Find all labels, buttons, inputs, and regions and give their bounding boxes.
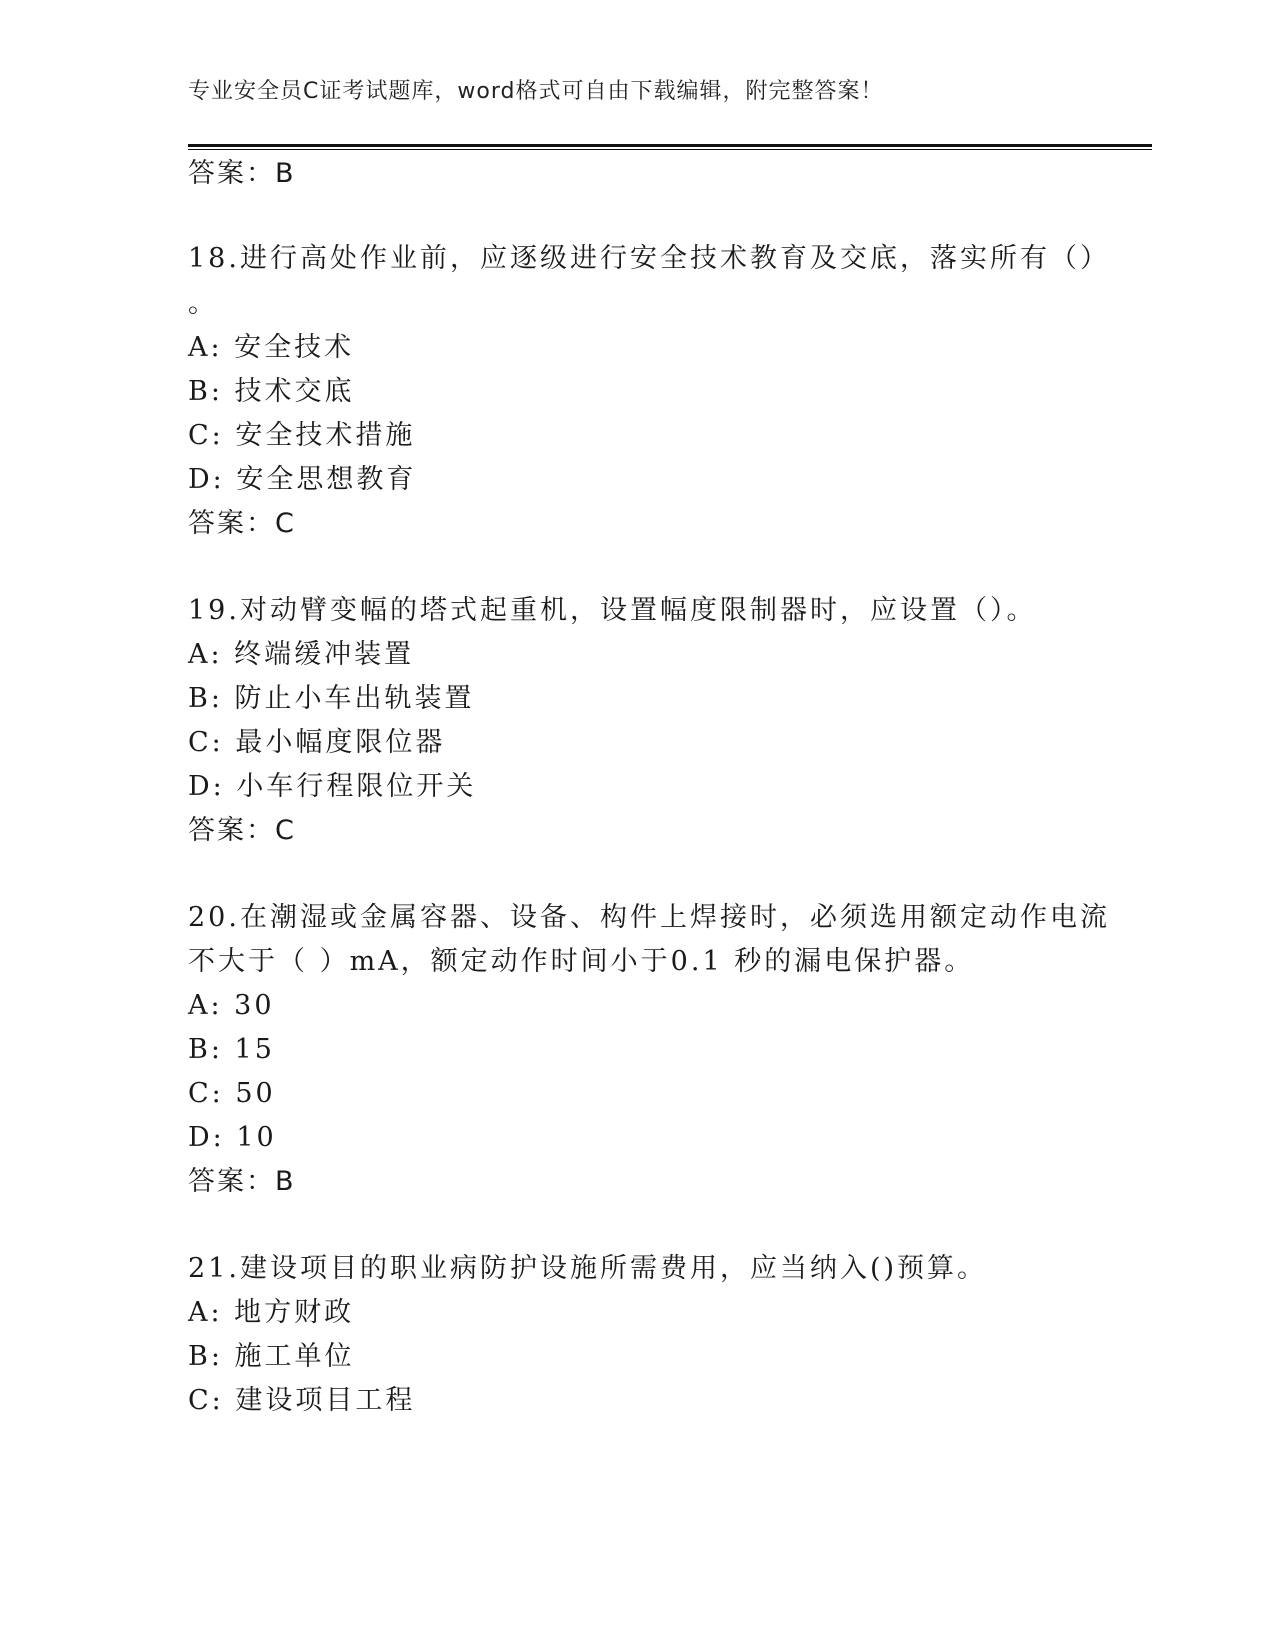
question-21-stem-line-1: 21.建设项目的职业病防护设施所需费用，应当纳入()预算。: [188, 1253, 988, 1284]
question-19-option-d: D: 小车行程限位开关: [188, 771, 477, 802]
question-18-option-b: B: 技术交底: [188, 376, 355, 407]
question-21-option-a: A: 地方财政: [188, 1297, 355, 1328]
question-19-stem-line-1: 19.对动臂变幅的塔式起重机，设置幅度限制器时，应设置（）。: [188, 595, 1037, 626]
question-18-answer: 答案：C: [188, 508, 296, 539]
question-21-option-c: C: 建设项目工程: [188, 1385, 416, 1416]
question-20-answer: 答案：B: [188, 1166, 296, 1197]
question-20-stem-line-2: 不大于（ ）mA，额定动作时间小于0.1 秒的漏电保护器。: [188, 946, 975, 977]
question-19-option-a: A: 终端缓冲装置: [188, 639, 415, 670]
question-21-option-b: B: 施工单位: [188, 1341, 355, 1372]
question-18-stem-line-1: 18.进行高处作业前，应逐级进行安全技术教育及交底，落实所有（）: [188, 243, 1110, 274]
question-20-stem-line-1: 20.在潮湿或金属容器、设备、构件上焊接时，必须选用额定动作电流: [188, 902, 1110, 933]
question-20-option-d: D: 10: [188, 1122, 277, 1153]
question-18-stem-line-2: 。: [188, 288, 218, 319]
question-20-option-c: C: 50: [188, 1078, 276, 1109]
header-divider-thin: [188, 149, 1152, 150]
previous-answer: 答案：B: [188, 158, 296, 189]
question-18-option-d: D: 安全思想教育: [188, 464, 417, 495]
header-divider: [188, 144, 1152, 147]
question-19-option-c: C: 最小幅度限位器: [188, 727, 446, 758]
question-18-option-a: A: 安全技术: [188, 332, 355, 363]
question-19-option-b: B: 防止小车出轨装置: [188, 683, 475, 714]
question-20-option-a: A: 30: [188, 990, 275, 1021]
question-19-answer: 答案：C: [188, 815, 296, 846]
question-20-option-b: B: 15: [188, 1034, 275, 1065]
question-18-option-c: C: 安全技术措施: [188, 420, 416, 451]
page-header: 专业安全员C证考试题库，word格式可自由下载编辑，附完整答案！: [188, 79, 884, 104]
